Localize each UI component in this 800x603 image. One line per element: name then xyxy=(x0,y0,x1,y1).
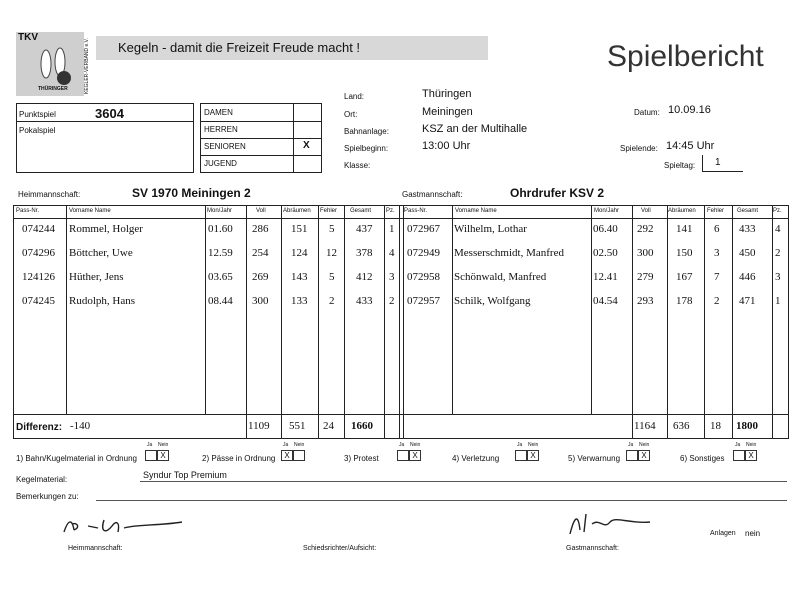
home-name: Hüther, Jens xyxy=(69,271,124,283)
home-date: 03.65 xyxy=(208,271,233,283)
home-abr: 143 xyxy=(291,271,308,283)
category-damen: DAMEN xyxy=(204,108,233,117)
guest-date: 06.40 xyxy=(593,223,618,235)
col-voll-home: Voll xyxy=(256,208,266,214)
home-abr: 133 xyxy=(291,295,308,307)
guest-pass: 072958 xyxy=(407,271,440,283)
check-ja-box[interactable] xyxy=(515,450,527,461)
home-pass: 124126 xyxy=(22,271,55,283)
guest-pz: 2 xyxy=(775,247,781,259)
col-pass-home: Pass-Nr. xyxy=(16,208,40,214)
bowling-pins-icon xyxy=(34,42,74,86)
col-name-guest: Vorname Name xyxy=(455,208,497,214)
check-nein-box[interactable] xyxy=(157,450,169,461)
category-senioren: SENIOREN xyxy=(204,142,246,151)
check-ja-box[interactable] xyxy=(626,450,638,461)
guest-name: Messerschmidt, Manfred xyxy=(454,247,564,259)
spielende-label: Spielende: xyxy=(620,144,658,153)
check-nein-box[interactable] xyxy=(745,450,757,461)
nein-label: Nein xyxy=(158,442,169,448)
check-label: 1) Bahn/Kugelmaterial in Ordnung xyxy=(16,454,137,463)
category-box xyxy=(200,103,322,173)
home-gesamt: 433 xyxy=(356,295,373,307)
home-date: 12.59 xyxy=(208,247,233,259)
tkv-logo xyxy=(16,32,84,96)
logo-side-label: KEGLER-VERBAND e.V. xyxy=(84,38,90,94)
guest-team-label: Gastmannschaft: xyxy=(402,190,463,199)
kegelmaterial-line xyxy=(140,481,787,482)
guest-date: 04.54 xyxy=(593,295,618,307)
home-name: Rudolph, Hans xyxy=(69,295,135,307)
home-voll: 286 xyxy=(252,223,269,235)
check-nein-mark: X xyxy=(160,451,166,460)
home-total-voll: 1109 xyxy=(248,420,270,432)
home-pz: 2 xyxy=(389,295,395,307)
guest-fehler: 3 xyxy=(714,247,720,259)
check-nein-box[interactable] xyxy=(293,450,305,461)
guest-gesamt: 433 xyxy=(739,223,756,235)
datum-label: Datum: xyxy=(634,108,660,117)
check-label: 4) Verletzung xyxy=(452,454,500,463)
anlagen-value: nein xyxy=(745,529,761,538)
ja-label: Ja xyxy=(283,442,289,448)
ort-value: Meiningen xyxy=(422,106,473,118)
guest-gesamt: 450 xyxy=(739,247,756,259)
home-fehler: 5 xyxy=(329,223,335,235)
guest-fehler: 7 xyxy=(714,271,720,283)
home-date: 08.44 xyxy=(208,295,233,307)
land-value: Thüringen xyxy=(422,88,472,100)
col-fehler-guest: Fehler xyxy=(707,208,725,214)
check-ja-box[interactable] xyxy=(281,450,293,461)
col-name-home: Vorname Name xyxy=(69,208,111,214)
bahnanlage-value: KSZ an der Multihalle xyxy=(422,123,528,135)
guest-pz: 3 xyxy=(775,271,781,283)
check-nein-mark: X xyxy=(412,451,418,460)
check-nein-box[interactable] xyxy=(527,450,539,461)
check-nein-mark: X xyxy=(748,451,754,460)
kegelmaterial-value: Syndur Top Premium xyxy=(143,470,227,480)
guest-abr: 150 xyxy=(676,247,693,259)
bemerkungen-line xyxy=(96,500,787,501)
referee-signature-label: Schiedsrichter/Aufsicht: xyxy=(303,545,377,552)
home-pass: 074244 xyxy=(22,223,55,235)
home-voll: 300 xyxy=(252,295,269,307)
col-voll-guest: Voll xyxy=(641,208,651,214)
banner-text: Kegeln - damit die Freizeit Freude macht ! xyxy=(118,40,361,55)
spielende-value: 14:45 Uhr xyxy=(666,140,715,152)
match-type-box xyxy=(16,103,194,173)
guest-fehler: 6 xyxy=(714,223,720,235)
home-fehler: 5 xyxy=(329,271,335,283)
col-pz-guest: Pz. xyxy=(773,208,782,214)
home-team-label: Heimmannschaft: xyxy=(18,190,81,199)
col-gesamt-home: Gesamt xyxy=(350,208,372,214)
guest-total-gesamt: 1800 xyxy=(736,420,758,432)
guest-total-fehler: 18 xyxy=(710,420,721,432)
home-voll: 254 xyxy=(252,247,269,259)
guest-voll: 293 xyxy=(637,295,654,307)
home-pz: 4 xyxy=(389,247,395,259)
guest-signature-label: Gastmannschaft: xyxy=(566,545,619,552)
home-voll: 269 xyxy=(252,271,269,283)
check-label: 5) Verwarnung xyxy=(568,454,621,463)
guest-abr: 141 xyxy=(676,223,693,235)
home-pass: 074245 xyxy=(22,295,55,307)
home-signature-label: Heimmannschaft: xyxy=(68,545,123,552)
home-fehler: 12 xyxy=(326,247,337,259)
category-senioren-mark: X xyxy=(303,140,310,151)
home-abr: 151 xyxy=(291,223,308,235)
guest-date: 02.50 xyxy=(593,247,618,259)
col-fehler-home: Fehler xyxy=(320,208,338,214)
home-abr: 124 xyxy=(291,247,308,259)
guest-pz: 1 xyxy=(775,295,781,307)
nein-label: Nein xyxy=(528,442,539,448)
nein-label: Nein xyxy=(746,442,757,448)
home-gesamt: 412 xyxy=(356,271,373,283)
guest-gesamt: 471 xyxy=(739,295,756,307)
ja-label: Ja xyxy=(399,442,405,448)
category-jugend: JUGEND xyxy=(204,159,237,168)
ja-label: Ja xyxy=(628,442,634,448)
check-label: 3) Protest xyxy=(344,454,379,463)
check-ja-box[interactable] xyxy=(397,450,409,461)
guest-gesamt: 446 xyxy=(739,271,756,283)
ort-label: Ort: xyxy=(344,110,358,119)
klasse-label: Klasse: xyxy=(344,161,371,170)
spielbeginn-value: 13:00 Uhr xyxy=(422,140,471,152)
guest-pass: 072967 xyxy=(407,223,440,235)
logo-abbr: TKV xyxy=(18,32,38,43)
bahnanlage-label: Bahnanlage: xyxy=(344,127,389,136)
home-pass: 074296 xyxy=(22,247,55,259)
anlagen-label: Anlagen xyxy=(710,530,736,537)
check-label: 2) Pässe in Ordnung xyxy=(202,454,276,463)
col-gesamt-guest: Gesamt xyxy=(737,208,759,214)
guest-pass: 072949 xyxy=(407,247,440,259)
guest-team-name: Ohrdrufer KSV 2 xyxy=(510,186,605,200)
diff-label: Differenz: xyxy=(16,422,63,433)
check-label: 6) Sonstiges xyxy=(680,454,725,463)
home-total-abr: 551 xyxy=(289,420,306,432)
guest-name: Schönwald, Manfred xyxy=(454,271,547,283)
guest-voll: 279 xyxy=(637,271,654,283)
nein-label: Nein xyxy=(639,442,650,448)
col-pz-home: Pz. xyxy=(386,208,395,214)
guest-abr: 167 xyxy=(676,271,693,283)
guest-date: 12.41 xyxy=(593,271,618,283)
ja-label: Ja xyxy=(147,442,153,448)
home-name: Rommel, Holger xyxy=(69,223,143,235)
home-gesamt: 378 xyxy=(356,247,373,259)
datum-value: 10.09.16 xyxy=(668,104,711,116)
spielbeginn-label: Spielbeginn: xyxy=(344,144,389,153)
check-ja-mark: X xyxy=(284,451,290,460)
land-label: Land: xyxy=(344,92,365,101)
home-fehler: 2 xyxy=(329,295,335,307)
diff-value: -140 xyxy=(70,420,91,432)
home-team-name: SV 1970 Meiningen 2 xyxy=(132,186,251,200)
logo-side-text xyxy=(84,38,90,94)
page-title: Spielbericht xyxy=(607,40,764,73)
guest-abr: 178 xyxy=(676,295,693,307)
col-abr-guest: Abräumen xyxy=(668,208,696,214)
guest-fehler: 2 xyxy=(714,295,720,307)
check-nein-mark: X xyxy=(530,451,536,460)
home-name: Böttcher, Uwe xyxy=(69,247,133,259)
home-signature-icon xyxy=(58,512,188,540)
guest-total-voll: 1164 xyxy=(634,420,656,432)
check-nein-box[interactable] xyxy=(409,450,421,461)
col-date-guest: Mon/Jahr xyxy=(594,208,620,214)
col-abr-home: Abräumen xyxy=(283,208,311,214)
punktspiel-value: 3604 xyxy=(95,106,124,121)
spieltag-box xyxy=(702,155,743,172)
nein-label: Nein xyxy=(410,442,421,448)
kegelmaterial-label: Kegelmaterial: xyxy=(16,475,68,484)
check-ja-box[interactable] xyxy=(145,450,157,461)
home-pz: 1 xyxy=(389,223,395,235)
spieltag-label: Spieltag: xyxy=(664,161,696,170)
spieltag-value: 1 xyxy=(715,157,721,168)
results-table xyxy=(13,205,789,439)
guest-signature-icon xyxy=(560,508,660,536)
guest-pass: 072957 xyxy=(407,295,440,307)
guest-pz: 4 xyxy=(775,223,781,235)
col-date-home: Mon/Jahr xyxy=(207,208,233,214)
nein-label: Nein xyxy=(294,442,305,448)
ja-label: Ja xyxy=(517,442,523,448)
guest-name: Schilk, Wolfgang xyxy=(454,295,531,307)
home-date: 01.60 xyxy=(208,223,233,235)
guest-voll: 300 xyxy=(637,247,654,259)
home-total-gesamt: 1660 xyxy=(351,420,373,432)
check-nein-box[interactable] xyxy=(638,450,650,461)
guest-total-abr: 636 xyxy=(673,420,690,432)
home-pz: 3 xyxy=(389,271,395,283)
logo-region: THÜRINGER xyxy=(38,86,68,92)
guest-voll: 292 xyxy=(637,223,654,235)
check-nein-mark: X xyxy=(641,451,647,460)
check-ja-box[interactable] xyxy=(733,450,745,461)
home-gesamt: 437 xyxy=(356,223,373,235)
pokalspiel-label: Pokalspiel xyxy=(19,126,56,135)
bemerkungen-label: Bemerkungen zu: xyxy=(16,492,79,501)
punktspiel-label: Punktspiel xyxy=(19,110,56,119)
home-total-fehler: 24 xyxy=(323,420,334,432)
col-pass-guest: Pass-Nr. xyxy=(404,208,428,214)
guest-name: Wilhelm, Lothar xyxy=(454,223,527,235)
ja-label: Ja xyxy=(735,442,741,448)
category-herren: HERREN xyxy=(204,125,238,134)
